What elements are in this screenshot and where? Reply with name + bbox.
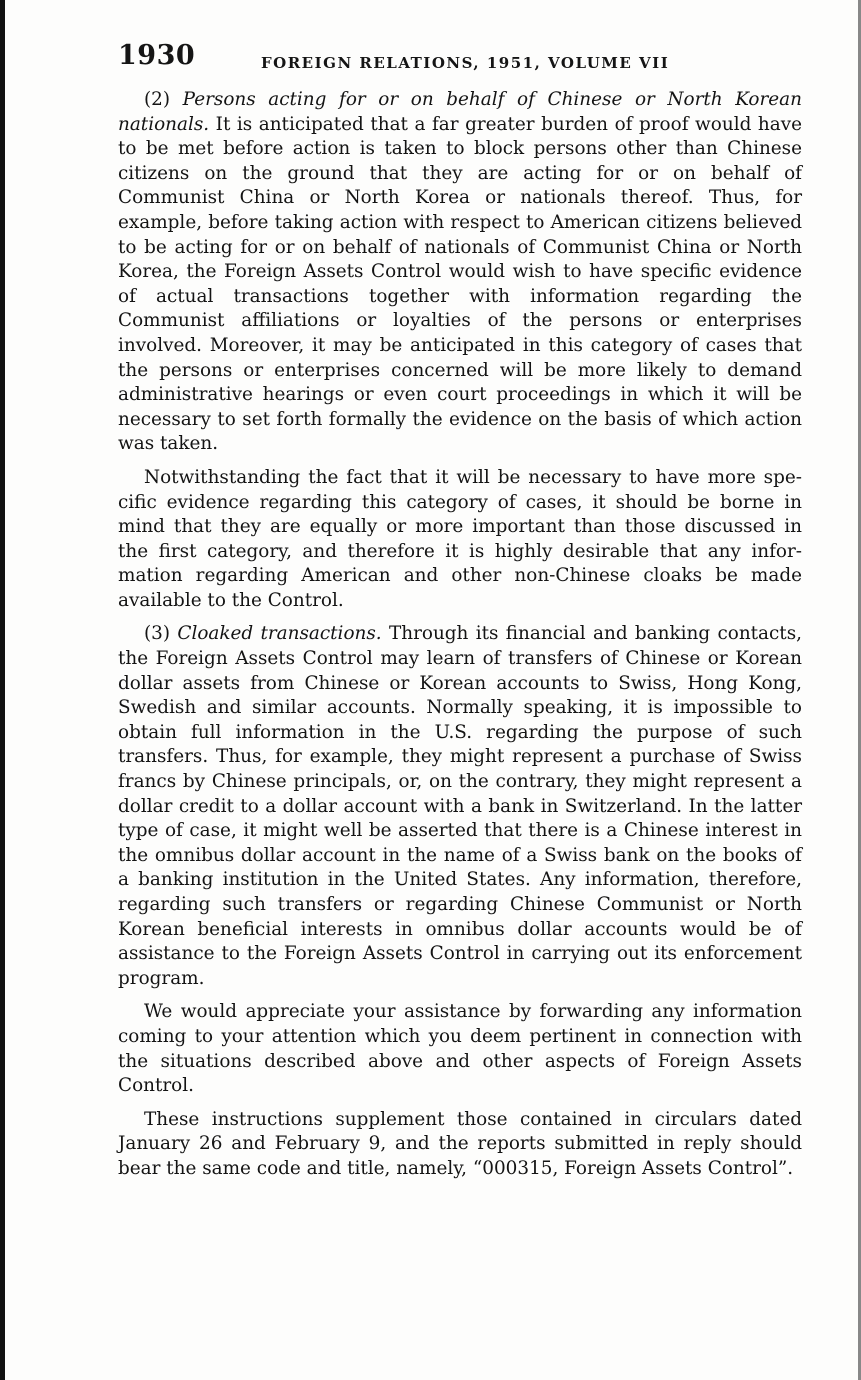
paragraph-text: These instructions supplement those contained in circulars dated January 26 and February 9, and the reports submitted in reply should bear the same code and title, namely, “000315, Foreign Assets Control”. — [118, 1108, 802, 1179]
running-head: FOREIGN RELATIONS, 1951, VOLUME VII — [261, 54, 670, 72]
paragraph-persons-acting — [118, 88, 802, 457]
paragraph-text: We would appreciate your assistance by forwarding any information coming to your attention which you deem pertinent in connection with the situations described above and other aspects of Foreign Assets Control. — [118, 1001, 802, 1097]
page-header — [118, 40, 808, 80]
paragraph-instructions — [118, 1108, 802, 1182]
paragraph-text: It is anticipated that a far greater burden of proof would have to be met before action is taken to block persons other than Chinese citizens on the ground that they are acting for or on behalf of Communist China or North Korea or nationals thereof. Thus, for example, before taking action with respect to American citizens believed to be acting for or on behalf of nationals of Communist China or North Korea, the Foreign Assets Control would wish to have specific evidence of actual transactions together with information regarding the Communist affiliations or loyalties of the persons or enterprises involved. Moreover, it may be anticipated in this category of cases that the persons or enterprises concerned will be more likely to demand administrative hearings or even court proceedings in which it will be necessary to set forth formally the evidence on the basis of which action was taken. — [118, 113, 802, 455]
paragraph-assistance — [118, 1000, 802, 1098]
page-number: 1930 — [118, 40, 196, 71]
paragraph-lead: (3) — [144, 623, 178, 645]
scan-left-edge — [0, 0, 5, 1380]
paragraph-text: Notwithstanding the fact that it will be necessary to have more specific evidence regarding this category of cases, it should be borne in mind that they are equally or more important than those discussed in the first category, and therefore it is highly desirable that any information regarding American and other non-Chinese cloaks be made available to the Control. — [118, 466, 802, 611]
section-heading: Cloaked transactions. — [177, 623, 382, 645]
paragraph-text: Through its financial and banking contacts, the Foreign Assets Control may learn of transfers of Chinese or Korean dollar assets from Chinese or Korean accounts to Swiss, Hong Kong, Swedish and similar accounts. Normally speaking, it is impossible to obtain full information in the U.S. regarding the purpose of such transfers. Thus, for example, they might represent a purchase of Swiss francs by Chinese principals, or, on the contrary, they might represent a dollar credit to a dollar account with a bank in Switzerland. In the latter type of case, it might well be asserted that there is a Chinese interest in the omnibus dollar account in the name of a Swiss bank on the books of a banking institution in the United States. Any information, therefore, regarding such transfers or regarding Chinese Communist or North Korean beneficial interests in omnibus dollar accounts would be of assistance to the Foreign Assets Control in carrying out its enforcement program. — [118, 623, 802, 989]
paragraph-lead: (2) — [144, 89, 183, 110]
section-heading: Persons acting for or on behalf of Chinese or North Korean nationals. — [118, 89, 802, 135]
paragraph-cloaked-transactions — [118, 622, 802, 991]
paragraph-notwithstanding — [118, 466, 802, 614]
body-text — [118, 88, 802, 1191]
